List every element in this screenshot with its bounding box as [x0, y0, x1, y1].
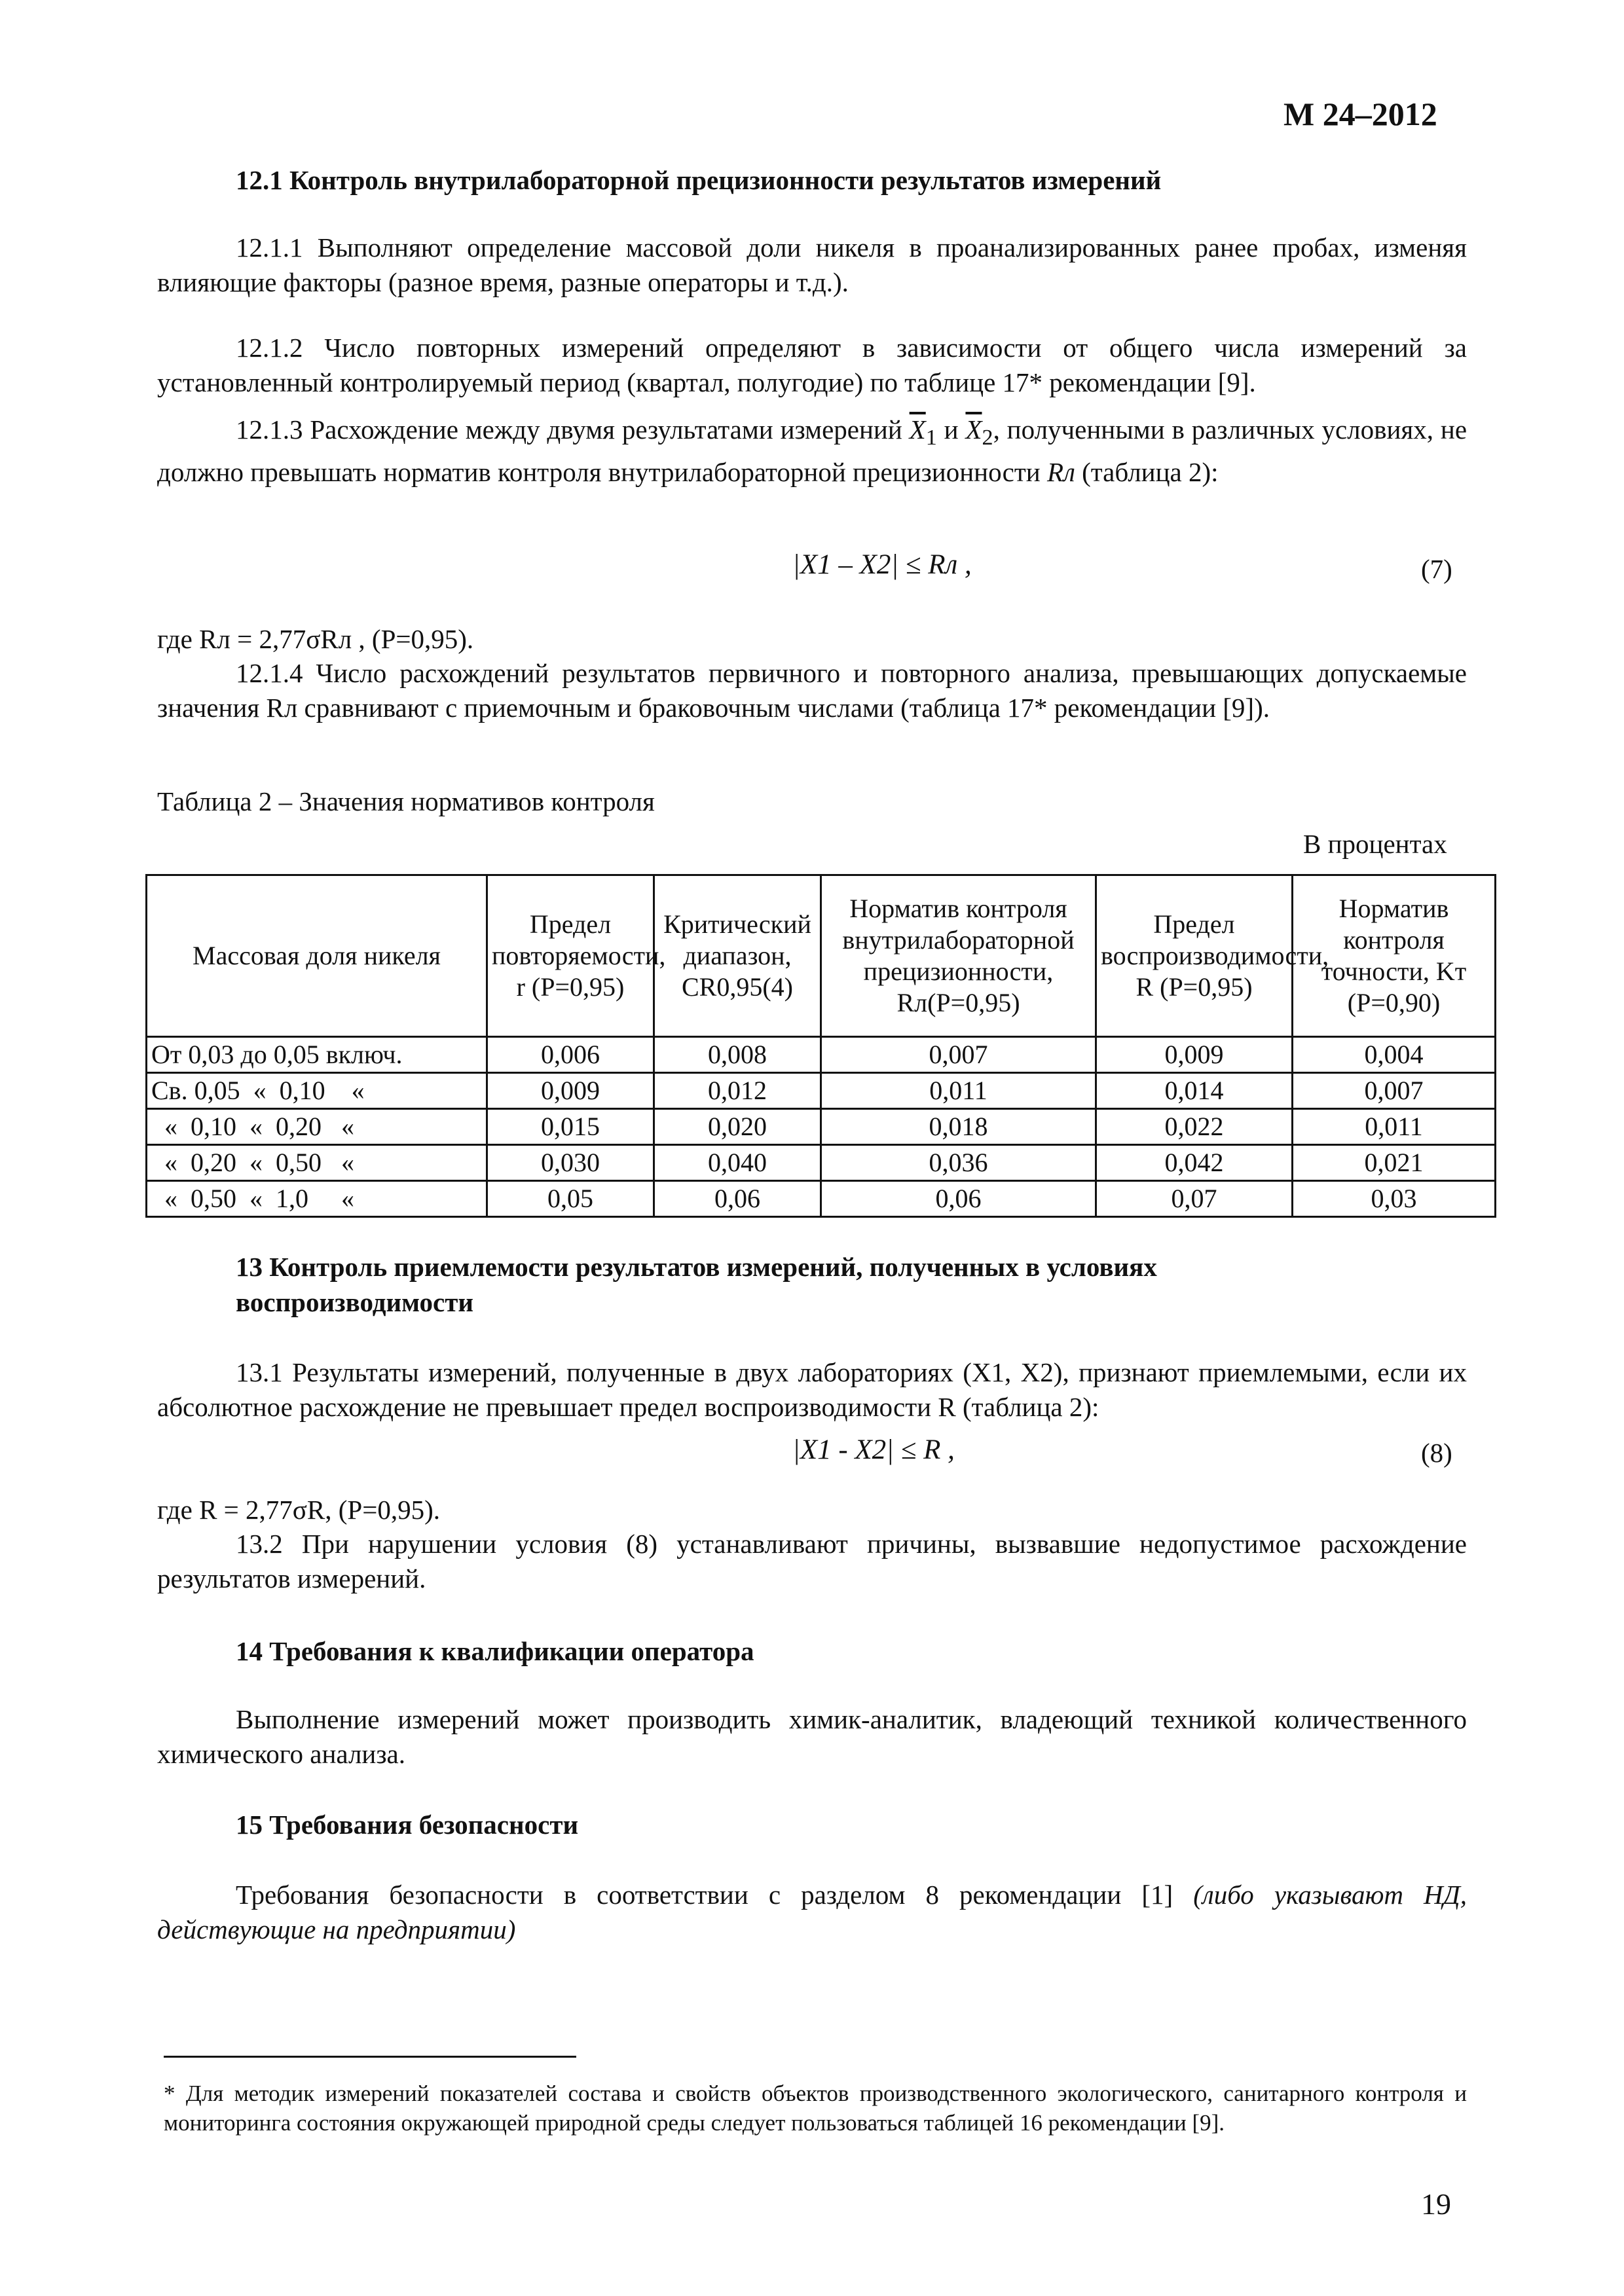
table-cell: 0,022 [1096, 1109, 1293, 1145]
paragraph-14: Выполнение измерений может производить химик-аналитик, владеющий техникой количественного химического анализа. [157, 1704, 1467, 1769]
column-header-reproducibility-limit: Предел воспроизводимости, R (P=0,95) [1096, 875, 1293, 1037]
section-12-1-heading: 12.1 Контроль внутрилабораторной прецизионности результатов измерений [236, 165, 1162, 195]
section-14-heading: 14 Требования к квалификации оператора [236, 1636, 754, 1666]
paragraph-13-2: 13.2 При нарушении условия (8) устанавливают причины, вызвавшие недопустимое расхождение результатов измерений. [157, 1529, 1467, 1594]
table-header-row [147, 875, 1496, 1037]
table-cell-range: « 0,50 « 1,0 « [147, 1181, 487, 1217]
document-code: М 24–2012 [1283, 96, 1437, 132]
table-cell: 0,015 [487, 1109, 654, 1145]
x1-symbol: $\overline{X}$ [909, 414, 926, 445]
table-row [147, 1037, 1496, 1073]
table-cell-range: Св. 0,05 « 0,10 « [147, 1073, 487, 1109]
paragraph-15-italic-note: (либо указывают НД, действующие на предприятии) [157, 1880, 1467, 1944]
table-cell-range: « 0,20 « 0,50 « [147, 1145, 487, 1181]
equation-number-7: (7) [1421, 554, 1452, 584]
table-row [147, 1145, 1496, 1181]
table-cell: 0,040 [654, 1145, 821, 1181]
column-header-repeatability-limit: Предел повторяемости, r (P=0,95) [487, 875, 654, 1037]
table-2-caption: Таблица 2 – Значения нормативов контроля [157, 786, 655, 816]
x2-symbol: $\overline{X}$ [965, 414, 982, 445]
table-cell: 0,011 [1293, 1109, 1496, 1145]
table-cell: 0,036 [821, 1145, 1096, 1181]
table-cell: 0,021 [1293, 1145, 1496, 1181]
section-13-heading: 13 Контроль приемлемости результатов измерений, полученных в условиях воспроизводимости [236, 1252, 1157, 1317]
table-cell: 0,05 [487, 1181, 654, 1217]
table-cell: 0,06 [821, 1181, 1096, 1217]
paragraph-12-1-2: 12.1.2 Число повторных измерений определяют в зависимости от общего числа измерений за установленный контролируемый период (квартал, полугодие) по таблице 17* рекомендации [9]. [157, 333, 1467, 397]
table-row [147, 1109, 1496, 1145]
footnote-separator [164, 2056, 576, 2058]
table-cell: 0,020 [654, 1109, 821, 1145]
table-cell: 0,008 [654, 1037, 821, 1073]
paragraph-12-1-3-text-c: (таблица 2): [1082, 457, 1219, 488]
rl-symbol: Rл [1046, 457, 1075, 488]
paragraph-12-1-3-text-a: 12.1.3 Расхождение между двумя результатами измерений [236, 414, 902, 445]
table-cell-range: « 0,10 « 0,20 « [147, 1109, 487, 1145]
table-cell: 0,009 [1096, 1037, 1293, 1073]
column-header-mass-fraction: Массовая доля никеля [147, 875, 487, 1037]
table-cell: 0,011 [821, 1073, 1096, 1109]
column-header-accuracy-norm: Норматив контроля точности, Kт (P=0,90) [1293, 875, 1496, 1037]
paragraph-12-1-1: 12.1.1 Выполняют определение массовой доли никеля в проанализированных ранее пробах, изменяя влияющие факторы (разное время, разные операторы и т.д.). [157, 232, 1467, 297]
table-row [147, 1181, 1496, 1217]
control-norms-table [145, 874, 1496, 1218]
table-cell: 0,007 [1293, 1073, 1496, 1109]
paragraph-12-1-4: 12.1.4 Число расхождений результатов первичного и повторного анализа, превышающих допускаемые значения Rл сравнивают с приемочным и браковочным числами (таблица 17* рекомендации [9]). [157, 658, 1467, 723]
footnote: * Для методик измерений показателей состава и свойств объектов производственного экологического, санитарного контроля и мониторинга состояния окружающей природной среды следует пользоваться таблицей 16 рекомендации [9]. [164, 2081, 1467, 2136]
table-cell-range: От 0,03 до 0,05 включ. [147, 1037, 487, 1073]
where-7: где Rл = 2,77σRл , (P=0,95). [157, 624, 474, 654]
paragraph-13-1: 13.1 Результаты измерений, полученные в двух лабораториях (X1, X2), признают приемлемыми, если их абсолютное расхождение не превышает предел воспроизводимости R (таблица 2): [157, 1357, 1467, 1422]
x1-subscript: 1 [925, 426, 937, 450]
table-cell: 0,009 [487, 1073, 654, 1109]
page-number: 19 [1421, 2187, 1451, 2221]
formula-7: |X1 – X2| ≤ Rл , [792, 549, 972, 580]
paragraph-12-1-3 [157, 412, 1467, 490]
table-cell: 0,007 [821, 1037, 1096, 1073]
table-row [147, 1073, 1496, 1109]
paragraph-12-1-3-text-b: , полученными в различных условиях, не должно превышать норматив контроля внутрилабораторной прецизионности [157, 414, 1467, 488]
equation-number-8: (8) [1421, 1438, 1452, 1468]
table-cell: 0,018 [821, 1109, 1096, 1145]
table-cell: 0,004 [1293, 1037, 1496, 1073]
paragraph-15-text: Требования безопасности в соответствии с разделом 8 рекомендации [1] [236, 1880, 1173, 1910]
x2-subscript: 2 [982, 426, 993, 450]
table-cell: 0,014 [1096, 1073, 1293, 1109]
table-cell: 0,042 [1096, 1145, 1293, 1181]
column-header-intralab-precision-norm: Норматив контроля внутрилабораторной прецизионности, Rл(P=0,95) [821, 875, 1096, 1037]
section-15-heading: 15 Требования безопасности [236, 1810, 579, 1840]
column-header-critical-range: Критический диапазон, CR0,95(4) [654, 875, 821, 1037]
table-cell: 0,006 [487, 1037, 654, 1073]
paragraph-15 [157, 1878, 1467, 1947]
and-word: и [944, 414, 959, 445]
table-cell: 0,03 [1293, 1181, 1496, 1217]
table-2-units: В процентах [1303, 829, 1447, 859]
table-cell: 0,06 [654, 1181, 821, 1217]
table-cell: 0,07 [1096, 1181, 1293, 1217]
table-cell: 0,012 [654, 1073, 821, 1109]
formula-8: |X1 - X2| ≤ R , [792, 1434, 955, 1465]
table-cell: 0,030 [487, 1145, 654, 1181]
where-8: где R = 2,77σR, (P=0,95). [157, 1495, 440, 1525]
